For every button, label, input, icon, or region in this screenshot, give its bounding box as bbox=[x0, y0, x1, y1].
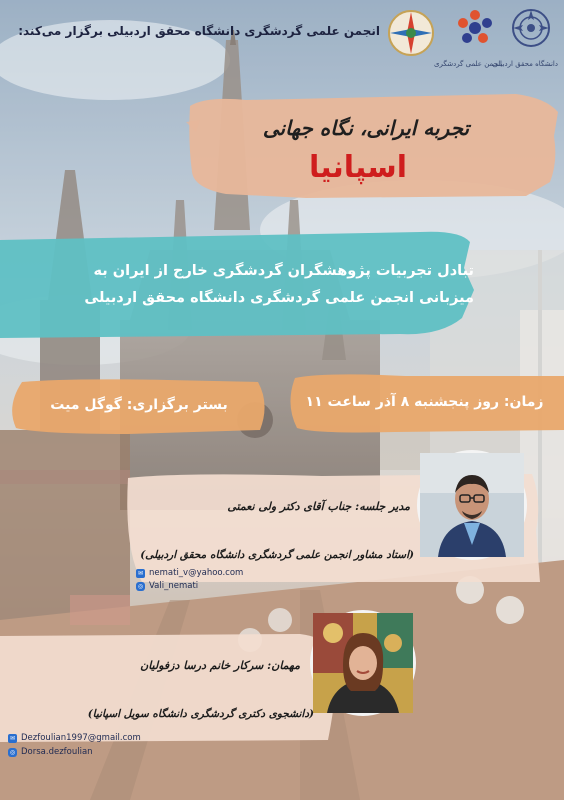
compass-logo-icon bbox=[384, 6, 438, 68]
society-logo-icon bbox=[434, 6, 502, 68]
society-logo-caption: انجمن علمی گردشگری bbox=[434, 60, 502, 68]
university-logo-caption: دانشگاه محقق اردبیلی bbox=[492, 60, 558, 68]
speaker-1-instagram[interactable] bbox=[136, 581, 198, 591]
event-time: زمان: روز پنجشنبه ۸ آذر ساعت ۱۱ bbox=[305, 394, 544, 410]
description-line-2: میزبانی انجمن علمی گردشگری دانشگاه محقق اردبیلی bbox=[84, 290, 474, 306]
speaker-1-email[interactable] bbox=[136, 568, 243, 578]
instagram-icon: ◎ bbox=[9, 748, 16, 756]
speaker-2-description: (دانشجوی دکتری گردشگری دانشگاه سویل اسپانیا) bbox=[87, 708, 314, 720]
speaker-2-email-text: Dezfoulian1997@gmail.com bbox=[21, 733, 141, 743]
university-logo-icon bbox=[492, 6, 558, 68]
email-icon: ✉ bbox=[137, 569, 144, 577]
description-line-1: تبادل تجربیات پژوهشگران گردشگری خارج از ایران به bbox=[93, 263, 474, 279]
speaker-1-instagram-text: Vali_nemati bbox=[149, 581, 199, 591]
speaker-1-photo bbox=[417, 450, 527, 560]
speaker-2-photo bbox=[310, 610, 416, 716]
title-country: اسپانیا bbox=[308, 150, 408, 185]
title-main: تجربه ایرانی، نگاه جهانی bbox=[262, 116, 470, 140]
description-text bbox=[20, 258, 474, 312]
speaker-2-instagram[interactable] bbox=[8, 747, 93, 757]
speaker-2-email[interactable] bbox=[8, 733, 141, 743]
instagram-icon: ◎ bbox=[137, 582, 144, 590]
email-icon: ✉ bbox=[9, 734, 16, 742]
speaker-1-email-text: nemati_v@yahoo.com bbox=[149, 568, 244, 578]
event-platform: بستر برگزاری: گوگل میت bbox=[50, 397, 228, 413]
speaker-2-card bbox=[0, 630, 340, 745]
speaker-2-instagram-text: Dorsa.dezfoulian bbox=[21, 747, 93, 757]
speaker-1-description: (استاد مشاور انجمن علمی گردشگری دانشگاه محقق اردبیلی) bbox=[140, 549, 414, 561]
speaker-2-role: مهمان: سرکار خانم درسا دزفولیان bbox=[140, 659, 300, 672]
speaker-1-role: مدیر جلسه: جناب آقای دکتر ولی نعمتی bbox=[227, 500, 410, 513]
organizer-line: انجمن علمی گردشگری دانشگاه محقق اردبیلی برگزار می‌کند: bbox=[18, 24, 380, 38]
